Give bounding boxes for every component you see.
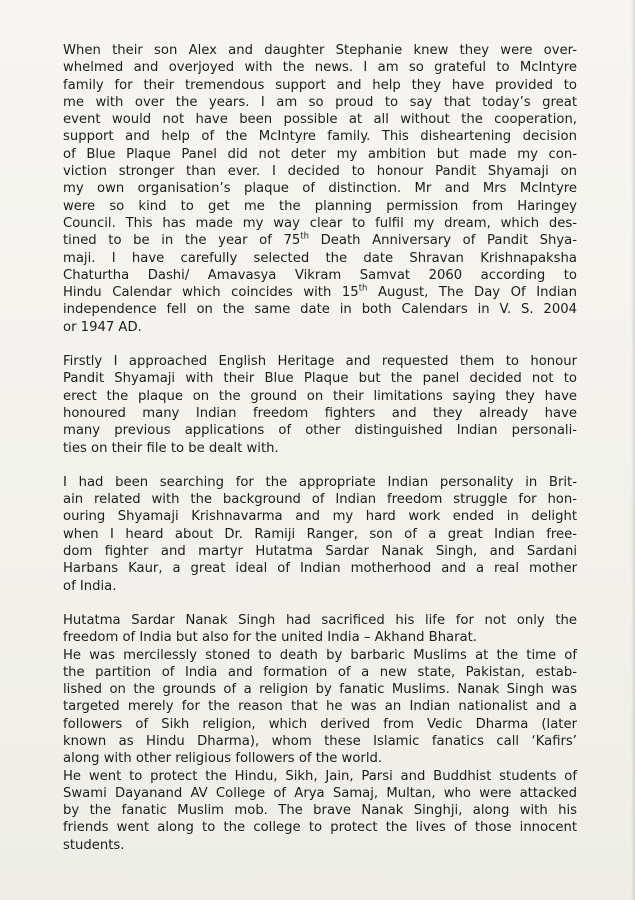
text-line: ain related with the background of Indian freedom struggle for hon-: [63, 492, 577, 508]
text-line: were so kind to get me the planning permission from Haringey: [63, 198, 577, 214]
text-line: dom fighter and martyr Hutatma Sardar Nanak Singh, and Sardani: [63, 544, 577, 560]
text-line: Chaturtha Dashi/ Amavasya Vikram Samvat 2060 according to: [63, 267, 577, 283]
text-line: honoured many Indian freedom fighters and they already have: [63, 405, 577, 421]
text-line: family for their tremendous support and help they have provided to: [63, 77, 577, 93]
text-line: friends went along to the college to protect the lives of those innocent: [63, 820, 577, 836]
page-edge-shadow: [631, 0, 635, 900]
paragraph-gap: [63, 457, 577, 474]
text-line: Hutatma Sardar Nanak Singh had sacrificed his life for not only the: [63, 612, 577, 628]
text-line: of Blue Plaque Panel did not deter my ambition but made my con-: [63, 146, 577, 162]
text-fragment: August, The Day Of Indian: [367, 285, 577, 301]
text-line: ouring Shyamaji Krishnavarma and my hard work ended in delight: [63, 509, 577, 525]
text-line: [63, 284, 577, 301]
text-line: whelmed and overjoyed with the news. I am so grateful to McIntyre: [63, 60, 577, 76]
text-line: He was mercilessly stoned to death by barbaric Muslims at the time of: [63, 647, 577, 663]
body-text: [63, 42, 577, 854]
text-line: I had been searching for the appropriate Indian personality in Brit-: [63, 474, 577, 490]
paragraph-3: [63, 474, 577, 595]
text-line: viction stronger than ever. I decided to honour Pandit Shyamaji on: [63, 164, 577, 180]
text-line: the partition of India and formation of a new state, Pakistan, estab-: [63, 664, 577, 680]
paragraph-gap: [63, 336, 577, 353]
text-line: when I heard about Dr. Ramiji Ranger, son of a great Indian free-: [63, 526, 577, 542]
paragraph-6: [63, 768, 577, 854]
text-line: along with other religious followers of the world.: [63, 751, 383, 767]
text-line: independence fell on the same date in both Calendars in V. S. 2004: [63, 302, 577, 318]
text-line: Firstly I approached English Heritage and requested them to honour: [63, 354, 577, 370]
text-line: students.: [63, 837, 125, 853]
text-line: followers of Sikh religion, which derived from Vedic Dharma (later: [63, 716, 577, 732]
text-line: freedom of India but also for the united India – Akhand Bharat.: [63, 630, 478, 646]
ordinal-suffix: th: [358, 283, 368, 294]
text-line: my own organisation’s plaque of distinction. Mr and Mrs McIntyre: [63, 181, 577, 197]
text-fragment: Hindu Calendar which coincides with 15: [63, 285, 359, 301]
text-line: targeted merely for the reason that he was an Indian nationalist and a: [63, 699, 577, 715]
paragraph-gap: [63, 595, 577, 612]
text-fragment: tined to be in the year of 75: [63, 233, 301, 249]
text-line: many previous applications of other distinguished Indian personali-: [63, 423, 577, 439]
text-line: or 1947 AD.: [63, 319, 142, 335]
text-line: erect the plaque on the ground on their limitations saying they have: [63, 388, 577, 404]
text-fragment: Death Anniversary of Pandit Shya-: [309, 233, 577, 249]
text-line: [63, 232, 577, 249]
text-line: me with over the years. I am so proud to say that today’s great: [63, 94, 577, 110]
text-line: Council. This has made my way clear to fulfil my dream, which des-: [63, 215, 577, 231]
text-line: support and help of the McIntyre family. This disheartening decision: [63, 129, 577, 145]
text-line: of India.: [63, 578, 117, 594]
text-line: known as Hindu Dharma), whom these Islamic fanatics call ‘Kafirs’: [63, 733, 577, 749]
text-line: by the fanatic Muslim mob. The brave Nanak Singhji, along with his: [63, 803, 577, 819]
text-line: Swami Dayanand AV College of Arya Samaj, Multan, who were attacked: [63, 785, 577, 801]
text-line: Pandit Shyamaji with their Blue Plaque but the panel decided not to: [63, 371, 577, 387]
text-line: lished on the grounds of a religion by fanatic Muslims. Nanak Singh was: [63, 682, 577, 698]
text-line: He went to protect the Hindu, Sikh, Jain, Parsi and Buddhist students of: [63, 768, 577, 784]
text-line: event would not have been possible at all without the cooperation,: [63, 112, 577, 128]
text-line: ties on their file to be dealt with.: [63, 440, 279, 456]
text-line: Harbans Kaur, a great ideal of Indian motherhood and a real mother: [63, 561, 577, 577]
paragraph-5: [63, 647, 577, 768]
paragraph-4: [63, 612, 577, 647]
text-line: maji. I have carefully selected the date Shravan Krishnapaksha: [63, 250, 577, 266]
text-line: When their son Alex and daughter Stephanie knew they were over-: [63, 43, 577, 58]
ordinal-suffix: th: [300, 231, 310, 242]
paragraph-1: [63, 42, 577, 336]
paragraph-2: [63, 353, 577, 457]
